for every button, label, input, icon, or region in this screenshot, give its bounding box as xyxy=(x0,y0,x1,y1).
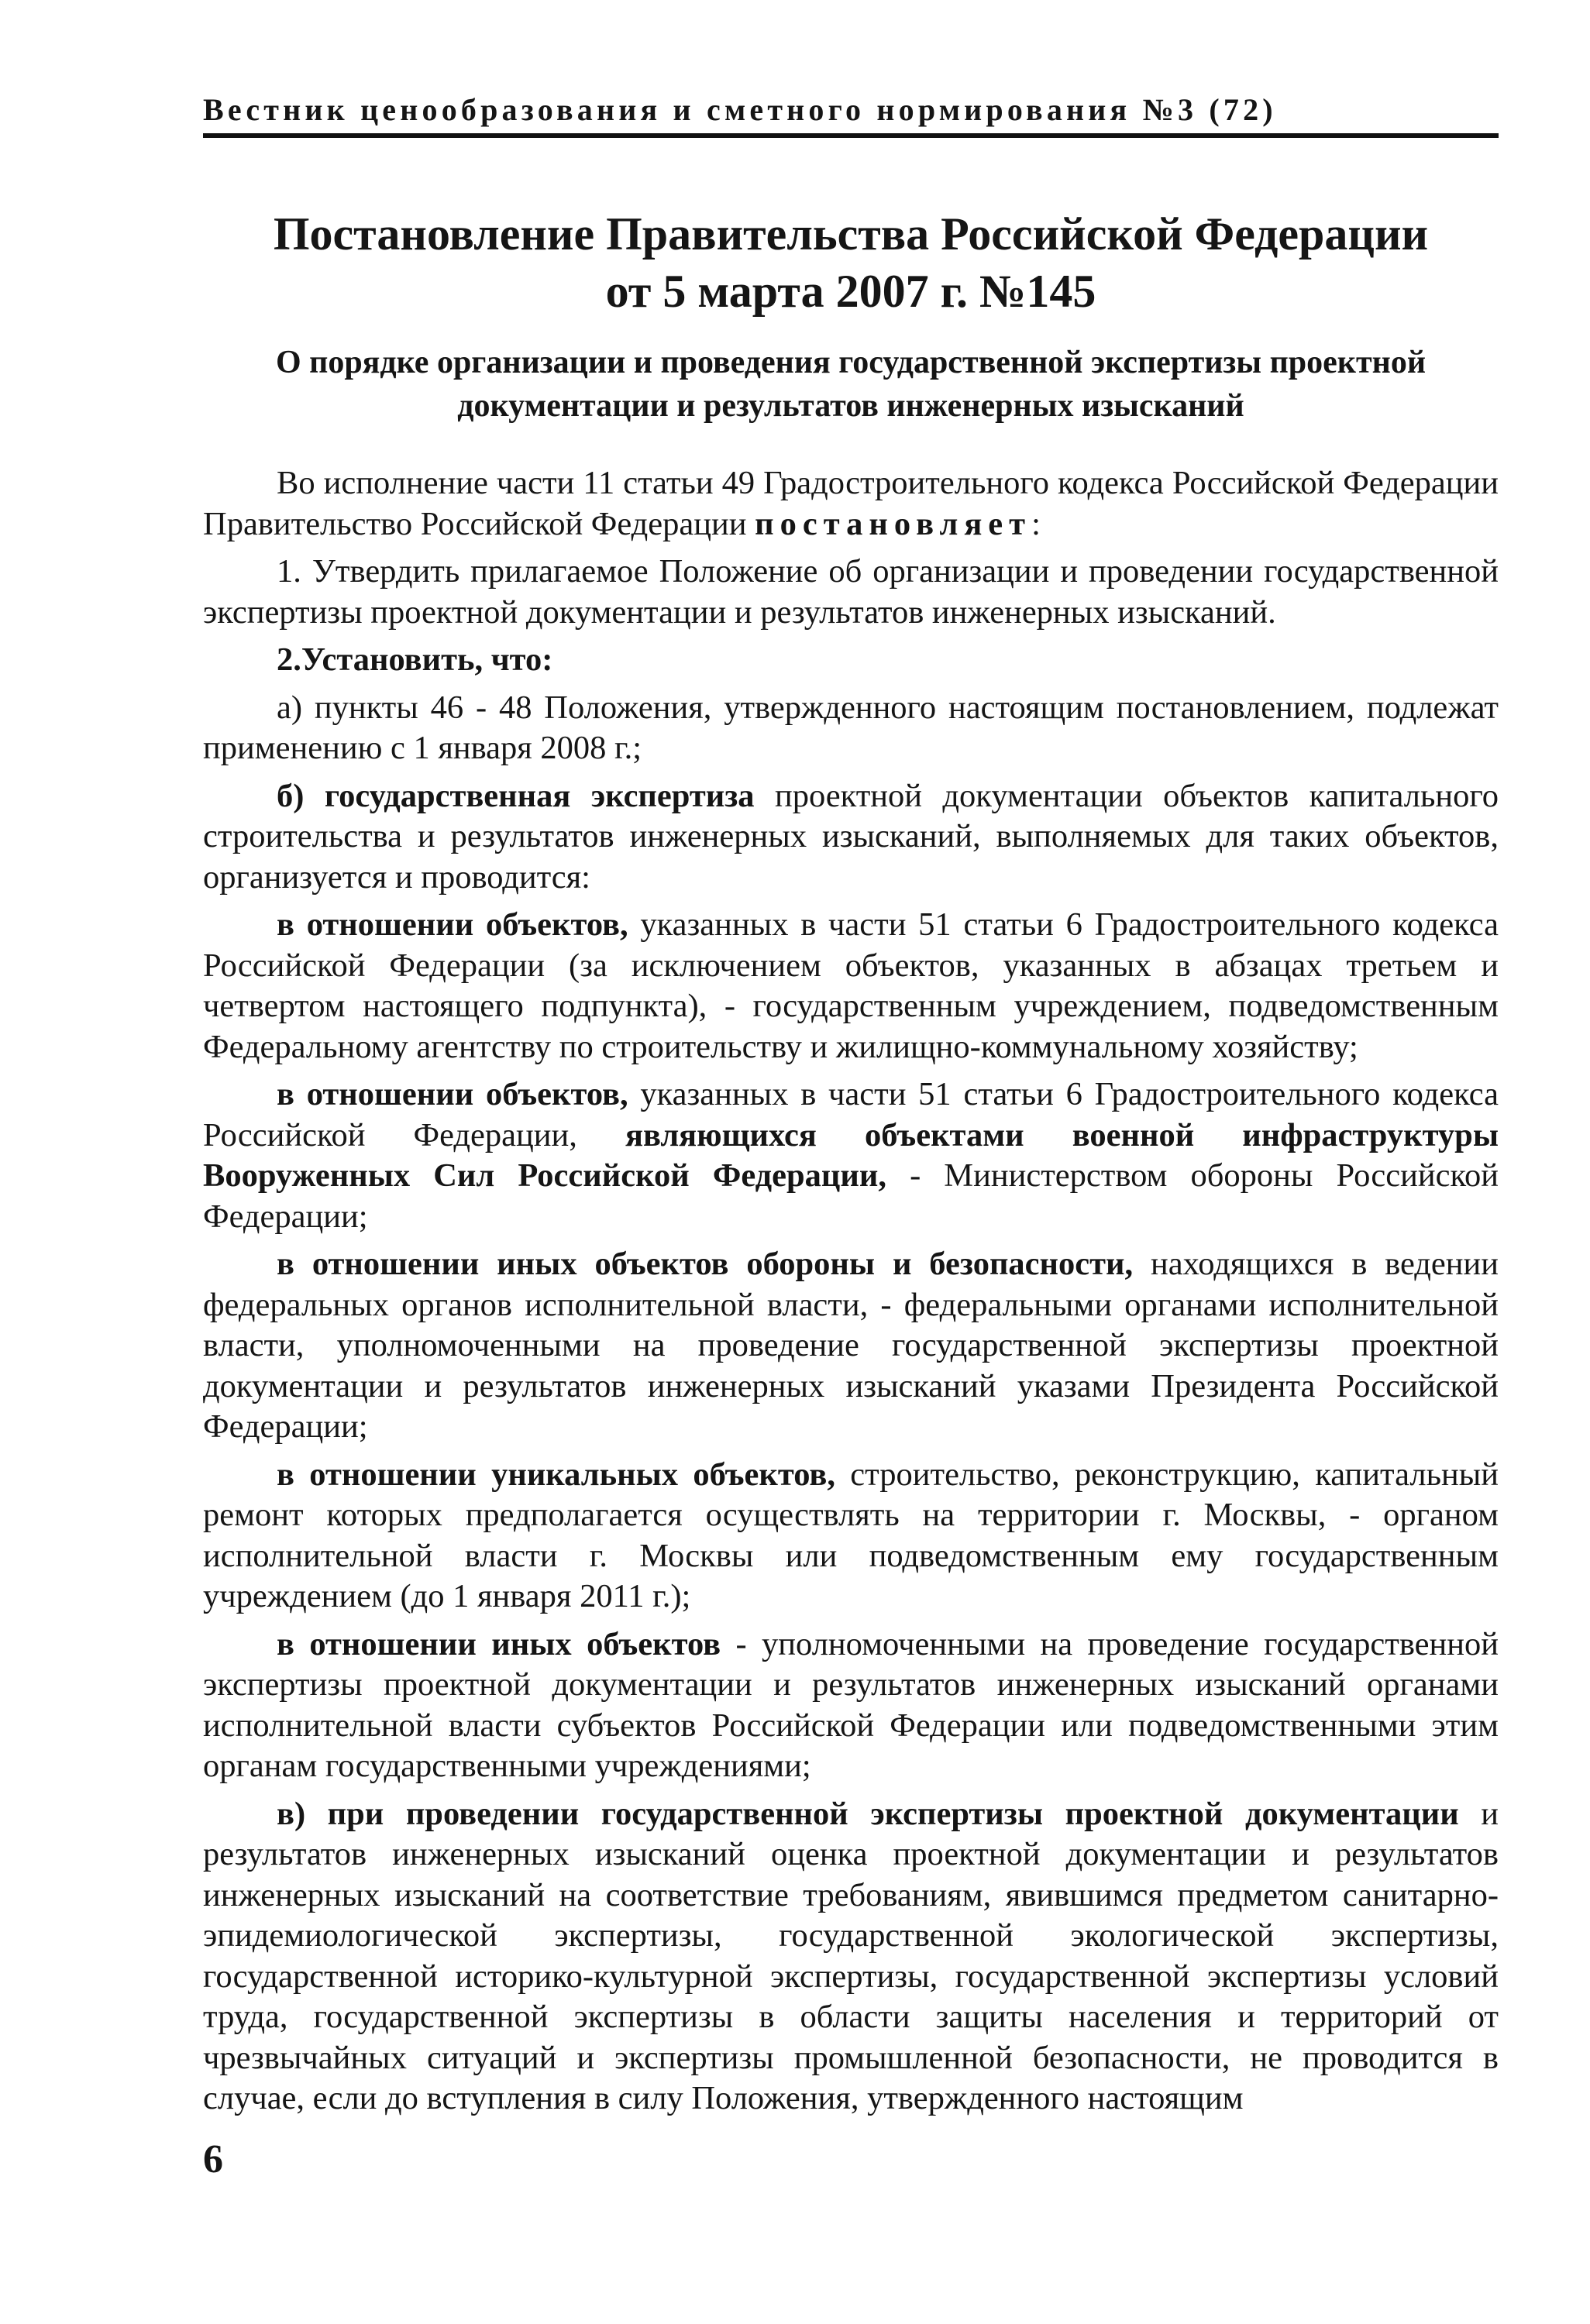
defense-objects-text: находящихся в ведении федеральных органов исполнительной власти, - федеральными органами исполнительной власти, уполномоченными на проведение государственной экспертизы проектной документации и результатов инженерных изысканий указами Президента Российской Федерации; xyxy=(203,1246,1499,1445)
subitem-v-text: и результатов инженерных изысканий оценка проектной документации и результатов инженерных изысканий на соответствие требованиям, явившимся предметом санитарно-эпидемиологической экспертизы, государственной экологической экспертизы, государственной историко-культурной экспертизы, государственной экспертизы условий труда, государственной экспертизы в области защиты населения и территорий от чрезвычайных ситуаций и экспертизы промышленной безопасности, не проводится в случае, если до вступления в силу Положения, утвержденного настоящим xyxy=(203,1795,1499,2116)
subitem-v-lead: в) при проведении государственной экспертизы проектной документации xyxy=(277,1795,1459,1832)
paragraph-preamble xyxy=(203,463,1499,545)
title-line-2: от 5 марта 2007 г. №145 xyxy=(605,266,1096,317)
journal-header: Вестник ценообразования и сметного нормирования №3 (72) xyxy=(203,92,1277,127)
subitem-b-text: проектной документации объектов капитального строительства и результатов инженерных изысканий, выполняемых для таких объектов, организуется и проводится: xyxy=(203,777,1499,896)
paragraph-subitem-b xyxy=(203,776,1499,899)
paragraph-item-2: 2.Установить, что: xyxy=(277,641,553,678)
paragraph-defense-objects xyxy=(203,1244,1499,1448)
preamble-colon: : xyxy=(1031,505,1041,542)
other-objects-text: - уполномоченными на проведение государственной экспертизы проектной документации и результатов инженерных изысканий органами исполнительной власти субъектов Российской Федерации или подведомственными этим органам государственными учреждениями; xyxy=(203,1625,1499,1784)
paragraph-subitem-a: а) пункты 46 - 48 Положения, утвержденного настоящим постановлением, подлежат применению с 1 января 2008 г.; xyxy=(203,689,1499,766)
military-objects-lead: в отношении объектов, xyxy=(277,1076,628,1112)
unique-objects-text: строительство, реконструкцию, капитальный ремонт которых предполагается осуществлять на территории г. Москвы, - органом исполнительной власти г. Москвы или подведомственным ему государственным учреждением (до 1 января 2011 г.); xyxy=(203,1456,1499,1614)
paragraph-other-objects xyxy=(203,1624,1499,1787)
paragraph-subitem-v xyxy=(203,1794,1499,2119)
header-divider xyxy=(203,133,1499,138)
page-number: 6 xyxy=(203,2137,223,2181)
subtitle-line-1: О порядке организации и проведения государственной экспертизы проектной xyxy=(275,345,1427,380)
unique-objects-lead: в отношении уникальных объектов, xyxy=(277,1456,835,1493)
paragraph-unique-objects xyxy=(203,1455,1499,1618)
paragraph-federal-objects xyxy=(203,905,1499,1067)
military-objects-middle: указанных в части 51 статьи 6 Градостроительного кодекса Российской Федерации, xyxy=(203,1076,1499,1153)
paragraph-item-1: 1. Утвердить прилагаемое Положение об организации и проведении государственной экспертизы проектной документации и результатов инженерных изысканий. xyxy=(203,553,1499,631)
document-subtitle xyxy=(203,341,1499,428)
document-title xyxy=(203,205,1499,320)
other-objects-lead: в отношении иных объектов xyxy=(277,1625,721,1662)
subitem-b-lead: б) государственная экспертиза xyxy=(277,777,755,814)
title-line-1: Постановление Правительства Российской Федерации xyxy=(273,208,1429,260)
federal-objects-text: указанных в части 51 статьи 6 Градостроительного кодекса Российской Федерации (за исключением объектов, указанных в абзацах третьем и четвертом настоящего подпункта), - государственным учреждением, подведомственным Федеральному агентству по строительству и жилищно-коммунальному хозяйству; xyxy=(203,906,1499,1065)
preamble-text: Во исполнение части 11 статьи 49 Градостроительного кодекса Российской Федерации Правительство Российской Федерации xyxy=(203,465,1499,542)
military-objects-text: - Министерством обороны Российской Федерации; xyxy=(203,1157,1499,1235)
paragraph-military-objects xyxy=(203,1074,1499,1237)
preamble-decree-word: постановляет xyxy=(755,505,1032,542)
defense-objects-lead: в отношении иных объектов обороны и безопасности, xyxy=(277,1246,1134,1282)
subtitle-line-2: документации и результатов инженерных изысканий xyxy=(457,388,1244,424)
military-objects-emphasis: являющихся объектами военной инфраструктуры Вооруженных Сил Российской Федерации, xyxy=(203,1116,1499,1194)
federal-objects-lead: в отношении объектов, xyxy=(277,906,628,943)
document-body xyxy=(203,463,1499,2126)
